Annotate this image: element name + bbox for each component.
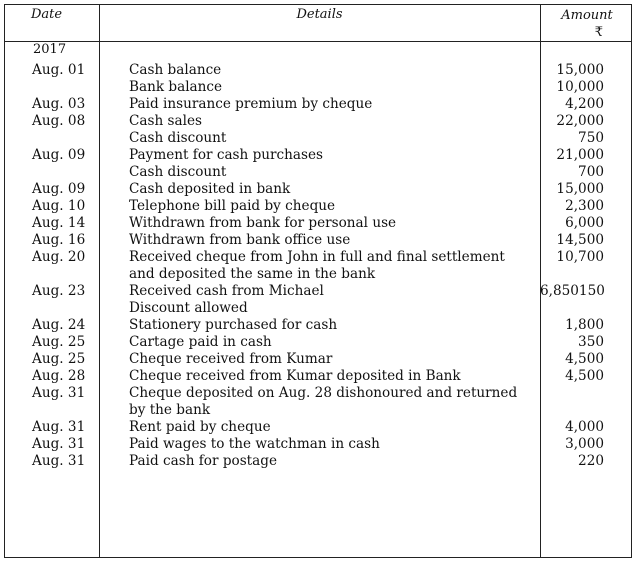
- table-row: [5, 96, 633, 113]
- table-row: [5, 334, 633, 351]
- amount-value: 4,500: [565, 368, 604, 384]
- details-line: Discount allowed: [129, 300, 248, 316]
- details-line: Cartage paid in cash: [129, 334, 272, 350]
- amount-value: 150: [578, 283, 605, 299]
- row-date: Aug. 31: [32, 436, 86, 452]
- table-row: [5, 419, 633, 436]
- row-amount: [540, 113, 632, 130]
- row-details: [99, 436, 540, 453]
- details-line: and deposited the same in the bank: [129, 266, 376, 282]
- row-date: [5, 164, 99, 181]
- row-amount: [540, 62, 632, 79]
- details-line: Rent paid by cheque: [129, 419, 271, 435]
- row-date: Aug. 31: [32, 385, 86, 401]
- table-row: [5, 249, 633, 283]
- transactions-table: [4, 4, 632, 558]
- row-details: [99, 232, 540, 249]
- row-date: Aug. 20: [32, 249, 86, 265]
- header-details: Details: [296, 7, 343, 22]
- table-row: [5, 181, 633, 198]
- row-amount: [540, 368, 632, 385]
- details-line: Cheque deposited on Aug. 28 dishonoured and returned: [129, 385, 518, 401]
- row-date: Aug. 28: [32, 368, 86, 384]
- amount-value: 220: [578, 453, 604, 469]
- amount-value: 6,850: [540, 283, 579, 299]
- row-amount: [540, 249, 632, 283]
- row-amount: [540, 419, 632, 436]
- row-date: Aug. 31: [32, 453, 86, 469]
- row-amount: [540, 147, 632, 164]
- currency-symbol: ₹: [594, 25, 603, 40]
- row-date: Aug. 23: [32, 283, 86, 299]
- row-details: [99, 419, 540, 436]
- row-date: Aug. 01: [32, 62, 86, 78]
- details-line: Cash deposited in bank: [129, 181, 291, 197]
- row-details: [99, 317, 540, 334]
- table-row: [5, 79, 633, 96]
- amount-value: 1,800: [565, 317, 604, 333]
- header-amount: [541, 7, 633, 41]
- details-line: Cash discount: [129, 164, 227, 180]
- row-amount: [540, 334, 632, 351]
- details-line: Received cash from Michael: [129, 283, 324, 299]
- amount-value: 3,000: [565, 436, 604, 452]
- row-details: [99, 181, 540, 198]
- row-date: Aug. 09: [32, 147, 86, 163]
- amount-value: 2,300: [565, 198, 604, 214]
- table-row: [5, 113, 633, 130]
- amount-value: 22,000: [556, 113, 604, 129]
- table-row: [5, 317, 633, 334]
- table-row: [5, 385, 633, 419]
- table-row: [5, 436, 633, 453]
- details-line: Telephone bill paid by cheque: [129, 198, 336, 214]
- row-details: [99, 385, 540, 419]
- details-line: Cheque received from Kumar: [129, 351, 333, 367]
- row-details: [99, 368, 540, 385]
- row-date: [5, 130, 99, 147]
- header-date: Date: [31, 7, 63, 22]
- row-details: [99, 453, 540, 470]
- row-details: [99, 79, 540, 96]
- amount-value: 700: [578, 164, 604, 180]
- row-amount: [540, 436, 632, 453]
- details-line: Received cheque from John in full and final settlement: [129, 249, 505, 265]
- row-details: [99, 249, 540, 283]
- row-details: [99, 96, 540, 113]
- row-date: [5, 79, 99, 96]
- header-amount-label: Amount: [561, 8, 613, 23]
- details-line: Paid cash for postage: [129, 453, 277, 469]
- row-amount: [540, 96, 632, 113]
- row-date: Aug. 03: [32, 96, 86, 112]
- details-line: Cash discount: [129, 130, 227, 146]
- row-amount: [540, 232, 632, 249]
- details-line: Payment for cash purchases: [129, 147, 324, 163]
- table-row: [5, 198, 633, 215]
- table-row: [5, 453, 633, 470]
- row-amount: [540, 283, 632, 317]
- table-row: [5, 283, 633, 317]
- year-label: 2017: [33, 42, 67, 57]
- row-details: [99, 62, 540, 79]
- details-line: Cash balance: [129, 62, 222, 78]
- amount-value: 6,000: [565, 215, 604, 231]
- amount-value: 10,000: [556, 79, 604, 95]
- details-line: Bank balance: [129, 79, 223, 95]
- row-amount: [540, 351, 632, 368]
- details-line: by the bank: [129, 402, 211, 418]
- details-line: Withdrawn from bank for personal use: [129, 215, 397, 231]
- amount-value: 750: [578, 130, 604, 146]
- row-details: [99, 334, 540, 351]
- header-divider: [5, 41, 631, 42]
- details-line: Stationery purchased for cash: [129, 317, 338, 333]
- row-date: Aug. 31: [32, 419, 86, 435]
- amount-value: 15,000: [556, 62, 604, 78]
- amount-value: 4,200: [565, 96, 604, 112]
- amount-value: 350: [578, 334, 604, 350]
- row-details: [99, 283, 540, 317]
- row-details: [99, 198, 540, 215]
- row-details: [99, 351, 540, 368]
- table-body: [5, 62, 633, 470]
- row-details: [99, 130, 540, 147]
- row-details: [99, 113, 540, 130]
- table-row: [5, 164, 633, 181]
- row-date: Aug. 14: [32, 215, 86, 231]
- table-row: [5, 130, 633, 147]
- row-amount: [540, 198, 632, 215]
- details-line: Withdrawn from bank office use: [129, 232, 351, 248]
- table-row: [5, 62, 633, 79]
- row-amount: [540, 181, 632, 198]
- row-date: Aug. 09: [32, 181, 86, 197]
- amount-value: 14,500: [556, 232, 604, 248]
- row-amount: [540, 385, 632, 419]
- table-row: [5, 215, 633, 232]
- details-line: Cash sales: [129, 113, 203, 129]
- table-row: [5, 368, 633, 385]
- amount-value: 15,000: [556, 181, 604, 197]
- row-details: [99, 215, 540, 232]
- row-date: Aug. 25: [32, 351, 86, 367]
- row-date: Aug. 24: [32, 317, 86, 333]
- row-amount: [540, 215, 632, 232]
- table-row: [5, 147, 633, 164]
- row-amount: [540, 79, 632, 96]
- table-row: [5, 232, 633, 249]
- row-amount: [540, 130, 632, 147]
- row-date: Aug. 16: [32, 232, 86, 248]
- amount-value: 10,700: [556, 249, 604, 265]
- amount-value: 4,500: [565, 351, 604, 367]
- row-date: Aug. 08: [32, 113, 86, 129]
- row-date: Aug. 10: [32, 198, 86, 214]
- row-date: Aug. 25: [32, 334, 86, 350]
- details-line: Paid insurance premium by cheque: [129, 96, 373, 112]
- row-details: [99, 164, 540, 181]
- details-line: Paid wages to the watchman in cash: [129, 436, 380, 452]
- details-line: Cheque received from Kumar deposited in Bank: [129, 368, 461, 384]
- row-amount: [540, 453, 632, 470]
- row-amount: [540, 317, 632, 334]
- row-amount: [540, 164, 632, 181]
- row-details: [99, 147, 540, 164]
- table-row: [5, 351, 633, 368]
- amount-value: 21,000: [556, 147, 604, 163]
- amount-value: 4,000: [565, 419, 604, 435]
